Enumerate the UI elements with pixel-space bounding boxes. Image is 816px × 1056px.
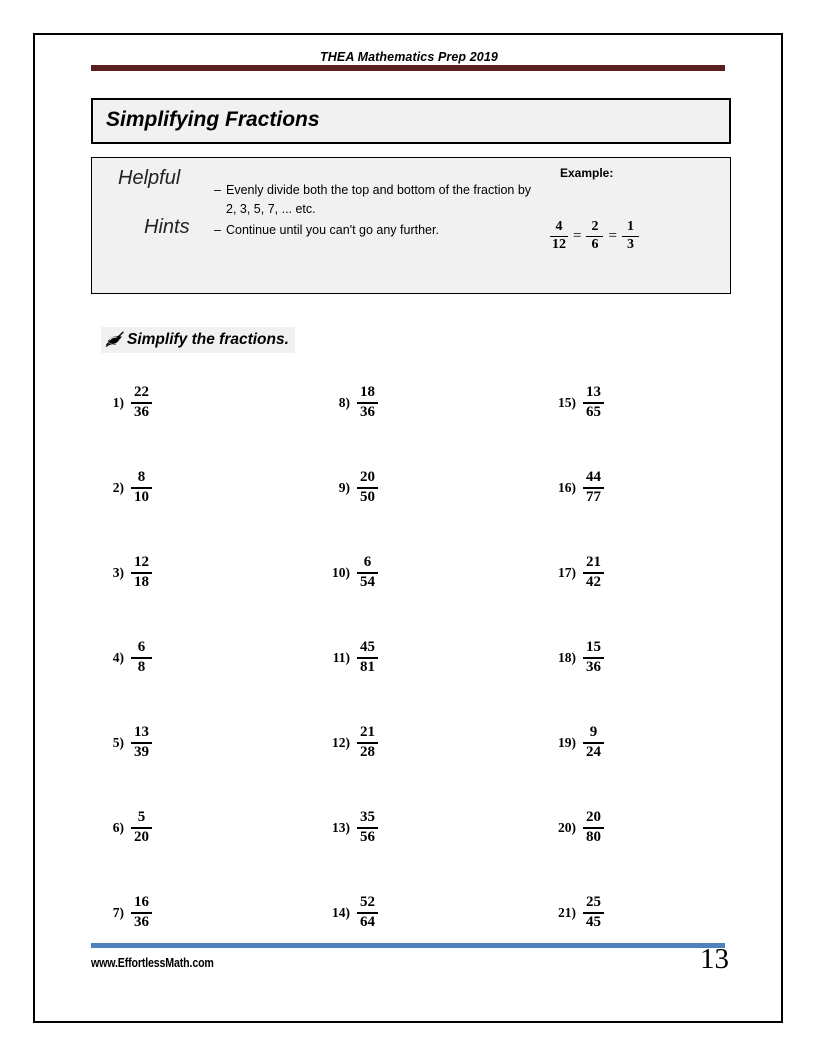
pencil-writing-icon xyxy=(105,331,126,349)
problem-number: 12) xyxy=(332,735,350,750)
fraction-numerator: 13 xyxy=(586,384,601,401)
fraction-numerator: 35 xyxy=(360,809,375,826)
fraction-denominator: 20 xyxy=(134,828,149,845)
problem-number: 13) xyxy=(332,820,350,835)
problem-fraction xyxy=(583,640,604,675)
hints-label-line1: Helpful xyxy=(118,167,181,189)
fraction-numerator: 12 xyxy=(134,554,149,571)
problem-number: 3) xyxy=(112,565,124,580)
problem-item xyxy=(323,465,378,511)
fraction-denominator: 81 xyxy=(360,658,375,675)
problem-fraction xyxy=(131,725,152,760)
header-divider-rule xyxy=(91,65,725,71)
problem-number: 19) xyxy=(558,735,576,750)
equals-sign: = xyxy=(608,227,617,244)
problem-number: 11) xyxy=(332,650,350,665)
fraction-numerator: 18 xyxy=(360,384,375,401)
problem-item xyxy=(323,380,378,426)
problem-fraction xyxy=(583,895,604,930)
problem-item xyxy=(549,890,604,936)
problem-item xyxy=(323,805,378,851)
problem-item xyxy=(549,550,604,596)
footer-website[interactable]: www.EffortlessMath.com xyxy=(91,955,214,970)
hint-text: Continue until you can't go any further. xyxy=(226,223,439,237)
fraction-denominator: 65 xyxy=(586,403,601,420)
problem-number: 1) xyxy=(112,395,124,410)
fraction-denominator: 45 xyxy=(586,913,601,930)
footer-divider-rule xyxy=(91,943,725,948)
page-title: Simplifying Fractions xyxy=(106,108,320,131)
fraction-denominator: 18 xyxy=(134,573,149,590)
fraction-denominator: 64 xyxy=(360,913,375,930)
problem-fraction xyxy=(357,470,378,505)
fraction-numerator: 16 xyxy=(134,894,149,911)
problem-number: 15) xyxy=(558,395,576,410)
fraction-numerator: 8 xyxy=(137,469,146,486)
problem-number: 14) xyxy=(332,905,350,920)
fraction-numerator: 4 xyxy=(555,219,563,234)
example-fraction xyxy=(586,220,603,253)
problem-number: 20) xyxy=(558,820,576,835)
problem-number: 6) xyxy=(112,820,124,835)
fraction-denominator: 8 xyxy=(137,658,146,675)
problem-number: 8) xyxy=(338,395,350,410)
fraction-denominator: 36 xyxy=(586,658,601,675)
problem-item xyxy=(97,720,152,766)
problem-fraction xyxy=(131,555,152,590)
fraction-denominator: 36 xyxy=(134,913,149,930)
fraction-denominator: 50 xyxy=(360,488,375,505)
problem-fraction xyxy=(357,895,378,930)
problem-number: 2) xyxy=(112,480,124,495)
fraction-numerator: 21 xyxy=(586,554,601,571)
fraction-numerator: 52 xyxy=(360,894,375,911)
problem-item xyxy=(323,720,378,766)
problem-number: 10) xyxy=(332,565,350,580)
problem-number: 5) xyxy=(112,735,124,750)
fraction-numerator: 20 xyxy=(586,809,601,826)
fraction-numerator: 9 xyxy=(589,724,598,741)
fraction-numerator: 25 xyxy=(586,894,601,911)
problem-item xyxy=(549,805,604,851)
problem-item xyxy=(97,805,152,851)
problem-fraction xyxy=(583,470,604,505)
running-header-title: THEA Mathematics Prep 2019 xyxy=(320,50,498,64)
problem-fraction xyxy=(131,895,152,930)
fraction-denominator: 77 xyxy=(586,488,601,505)
problem-number: 9) xyxy=(338,480,350,495)
problem-item xyxy=(97,380,152,426)
example-equation xyxy=(550,220,639,253)
hint-bullet xyxy=(214,181,544,219)
fraction-numerator: 22 xyxy=(134,384,149,401)
problem-item xyxy=(323,635,378,681)
fraction-numerator: 6 xyxy=(363,554,372,571)
fraction-denominator: 24 xyxy=(586,743,601,760)
problem-item xyxy=(97,635,152,681)
hints-label-line2: Hints xyxy=(144,216,190,238)
problem-number: 7) xyxy=(112,905,124,920)
fraction-denominator: 10 xyxy=(134,488,149,505)
problem-number: 21) xyxy=(558,905,576,920)
problem-fraction xyxy=(357,555,378,590)
hints-bullet-list xyxy=(214,181,544,242)
fraction-denominator: 80 xyxy=(586,828,601,845)
fraction-numerator: 13 xyxy=(134,724,149,741)
fraction-denominator: 6 xyxy=(591,237,599,253)
page-number: 13 xyxy=(700,943,729,975)
problem-fraction xyxy=(583,725,604,760)
example-fraction xyxy=(622,220,639,253)
problem-fraction xyxy=(357,640,378,675)
hint-bullet xyxy=(214,221,544,240)
fraction-numerator: 2 xyxy=(591,219,599,234)
problem-fraction xyxy=(583,810,604,845)
problem-item xyxy=(549,720,604,766)
problem-fraction xyxy=(583,555,604,590)
worksheet-page xyxy=(33,33,783,1023)
bullet-dash-icon: – xyxy=(214,223,221,237)
problem-fraction xyxy=(357,725,378,760)
example-label: Example: xyxy=(560,166,614,180)
problem-fraction xyxy=(131,640,152,675)
fraction-denominator: 42 xyxy=(586,573,601,590)
fraction-numerator: 1 xyxy=(626,219,634,234)
problem-fraction xyxy=(131,385,152,420)
fraction-numerator: 44 xyxy=(586,469,601,486)
problem-item xyxy=(323,550,378,596)
fraction-denominator: 36 xyxy=(360,403,375,420)
problem-fraction xyxy=(357,810,378,845)
problem-number: 4) xyxy=(112,650,124,665)
problem-number: 17) xyxy=(558,565,576,580)
problem-fraction xyxy=(131,470,152,505)
fraction-numerator: 6 xyxy=(137,639,146,656)
problem-fraction xyxy=(583,385,604,420)
problem-item xyxy=(97,465,152,511)
fraction-numerator: 20 xyxy=(360,469,375,486)
problem-number: 16) xyxy=(558,480,576,495)
fraction-denominator: 28 xyxy=(360,743,375,760)
fraction-denominator: 12 xyxy=(552,237,566,253)
fraction-numerator: 15 xyxy=(586,639,601,656)
fraction-denominator: 54 xyxy=(360,573,375,590)
hint-text: Evenly divide both the top and bottom of the fraction by 2, 3, 5, 7, ... etc. xyxy=(226,183,532,216)
problem-fraction xyxy=(131,810,152,845)
instruction-text: Simplify the fractions. xyxy=(127,331,289,348)
problem-item xyxy=(323,890,378,936)
fraction-numerator: 45 xyxy=(360,639,375,656)
worksheet-title-box xyxy=(91,98,731,144)
problem-fraction xyxy=(357,385,378,420)
instruction-banner xyxy=(101,327,295,353)
problem-item xyxy=(549,465,604,511)
problem-item xyxy=(549,380,604,426)
bullet-dash-icon: – xyxy=(214,183,221,197)
example-fraction xyxy=(550,220,568,253)
fraction-denominator: 56 xyxy=(360,828,375,845)
problem-item xyxy=(97,890,152,936)
fraction-numerator: 5 xyxy=(137,809,146,826)
fraction-denominator: 36 xyxy=(134,403,149,420)
problem-item xyxy=(549,635,604,681)
problem-item xyxy=(97,550,152,596)
fraction-denominator: 39 xyxy=(134,743,149,760)
fraction-denominator: 3 xyxy=(626,237,634,253)
helpful-hints-box xyxy=(91,157,731,294)
equals-sign: = xyxy=(573,227,582,244)
fraction-numerator: 21 xyxy=(360,724,375,741)
problem-number: 18) xyxy=(558,650,576,665)
